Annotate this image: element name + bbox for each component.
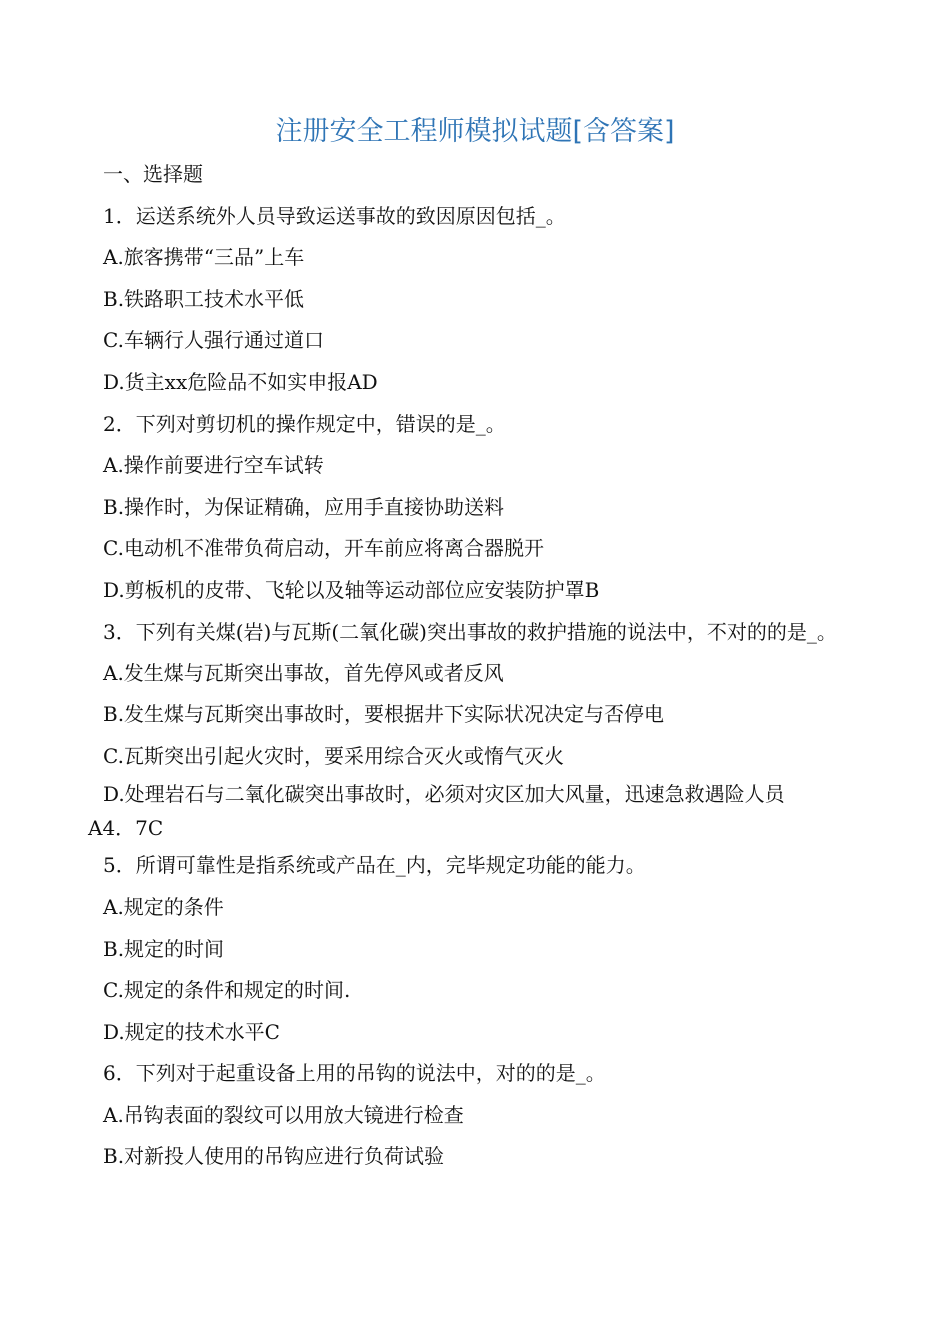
question-5-stem: 5．所谓可靠性是指系统或产品在_内，完毕规定功能的能力。 [103, 853, 646, 878]
question-5-option-c: C.规定的条件和规定的时间. [103, 978, 351, 1003]
question-6-option-b: B.对新投人使用的吊钩应进行负荷试验 [103, 1144, 445, 1169]
question-3-option-d: D.处理岩石与二氧化碳突出事故时，必须对灾区加大风量，迅速急救遇险人员 [103, 782, 785, 807]
question-6-stem: 6．下列对于起重设备上用的吊钩的说法中，对的的是_。 [103, 1061, 606, 1086]
question-1-option-b: B.铁路职工技术水平低 [103, 286, 305, 311]
question-5-option-b: B.规定的时间 [103, 936, 225, 961]
question-1-stem: 1．运送系统外人员导致运送事故的致因原因包括_。 [103, 203, 566, 228]
section-heading: 一、选择题 [103, 162, 203, 186]
document-title: 注册安全工程师模拟试题[含答案] [275, 116, 675, 147]
question-2-option-c: C.电动机不准带负荷启动，开车前应将离合器脱开 [103, 536, 544, 561]
question-5-option-d: D.规定的技术水平C [103, 1019, 280, 1044]
question-3-option-c: C.瓦斯突出引起火灾时，要采用综合灭火或惰气灭火 [103, 743, 564, 768]
document-body [88, 154, 863, 1178]
question-2-option-b: B.操作时，为保证精确，应用手直接协助送料 [103, 494, 505, 519]
question-3-option-a: A.发生煤与瓦斯突出事故，首先停风或者反风 [103, 660, 504, 685]
question-2-option-d: D.剪板机的皮带、飞轮以及轴等运动部位应安装防护罩B [103, 577, 600, 602]
question-3-answer-q4: A4．7C [88, 816, 164, 841]
question-1-option-a: A.旅客携带“三品”上车 [103, 245, 305, 270]
question-5-option-a: A.规定的条件 [103, 894, 224, 919]
question-2-stem: 2．下列对剪切机的操作规定中，错误的是_。 [103, 411, 506, 436]
question-1-option-c: C.车辆行人强行通过道口 [103, 328, 324, 353]
question-2-option-a: A.操作前要进行空车试转 [103, 453, 324, 478]
question-6-option-a: A.吊钩表面的裂纹可以用放大镜进行检查 [103, 1102, 464, 1127]
question-3-option-b: B.发生煤与瓦斯突出事故时，要根据井下实际状况决定与否停电 [103, 702, 665, 727]
question-1-option-d: D.货主xx危险品不如实申报AD [103, 369, 378, 394]
question-3-stem: 3．下列有关煤(岩)与瓦斯(二氧化碳)突出事故的救护措施的说法中，不对的的是_。 [103, 619, 837, 644]
